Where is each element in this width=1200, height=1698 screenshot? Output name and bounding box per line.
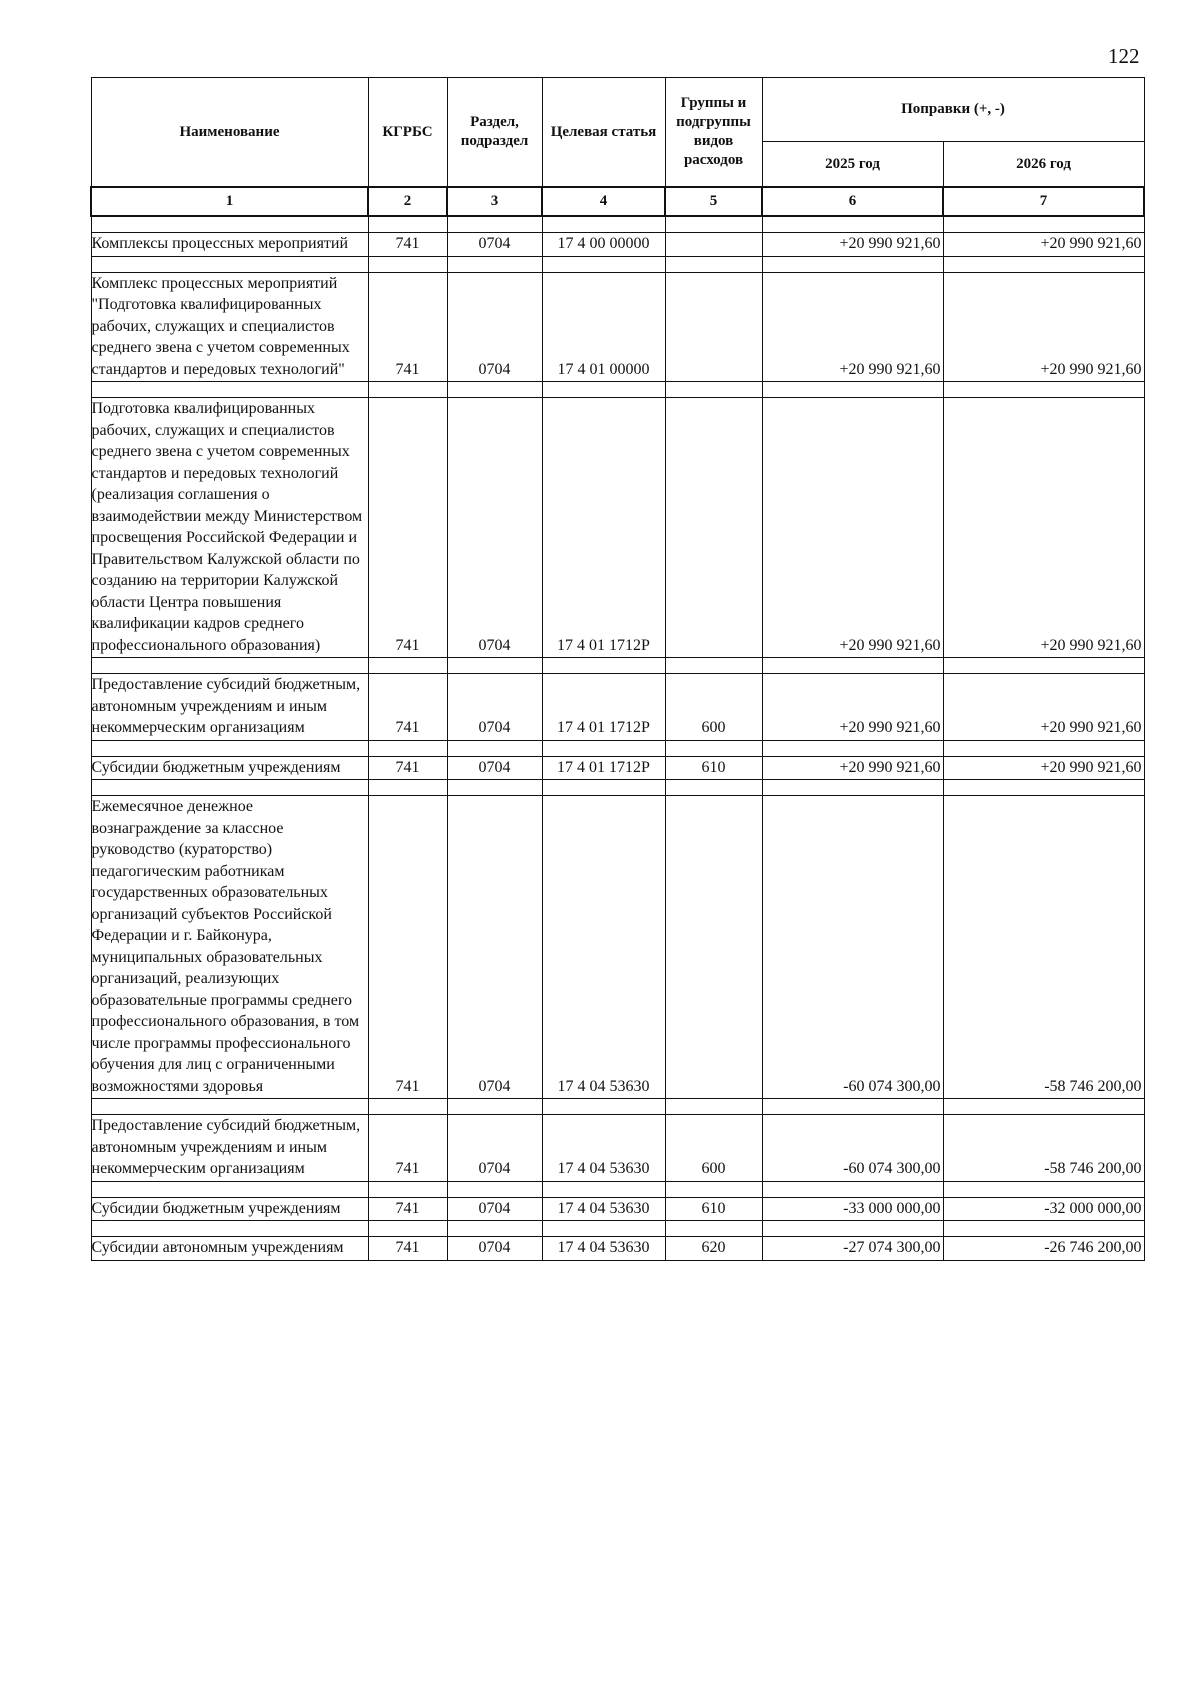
row-spacer xyxy=(91,1221,1144,1237)
row-name: Предоставление субсидий бюджетным, автономным учреждениям и иным некоммерческим организациям xyxy=(91,674,368,741)
row-amount-2025: -60 074 300,00 xyxy=(762,796,943,1099)
row-expense-group xyxy=(665,398,762,658)
spacer-cell xyxy=(943,740,1144,756)
column-number: 7 xyxy=(943,187,1144,216)
spacer-cell xyxy=(447,780,542,796)
row-section: 0704 xyxy=(447,272,542,382)
spacer-cell xyxy=(665,658,762,674)
column-numbers-row xyxy=(91,187,1144,216)
row-kgrbs: 741 xyxy=(368,1115,447,1182)
spacer-cell xyxy=(91,740,368,756)
header-target-article: Целевая статья xyxy=(542,78,665,188)
row-target-article: 17 4 01 1712Р xyxy=(542,398,665,658)
table-row xyxy=(91,796,1144,1099)
row-amount-2026: +20 990 921,60 xyxy=(943,272,1144,382)
spacer-cell xyxy=(368,1099,447,1115)
spacer-cell xyxy=(665,256,762,272)
row-kgrbs: 741 xyxy=(368,1197,447,1221)
row-amount-2025: -60 074 300,00 xyxy=(762,1115,943,1182)
row-target-article: 17 4 04 53630 xyxy=(542,796,665,1099)
page-number: 122 xyxy=(1108,44,1140,68)
spacer-cell xyxy=(542,658,665,674)
spacer-cell xyxy=(762,780,943,796)
column-number: 5 xyxy=(665,187,762,216)
spacer-cell xyxy=(368,256,447,272)
row-spacer xyxy=(91,658,1144,674)
table-row xyxy=(91,272,1144,382)
row-section: 0704 xyxy=(447,1115,542,1182)
column-number: 4 xyxy=(542,187,665,216)
row-kgrbs: 741 xyxy=(368,756,447,780)
row-amount-2025: -27 074 300,00 xyxy=(762,1237,943,1261)
row-amount-2026: +20 990 921,60 xyxy=(943,233,1144,257)
row-kgrbs: 741 xyxy=(368,233,447,257)
row-amount-2025: +20 990 921,60 xyxy=(762,233,943,257)
row-expense-group: 610 xyxy=(665,756,762,780)
table-row xyxy=(91,1115,1144,1182)
row-kgrbs: 741 xyxy=(368,398,447,658)
row-expense-group xyxy=(665,272,762,382)
row-target-article: 17 4 00 00000 xyxy=(542,233,665,257)
spacer-cell xyxy=(542,1221,665,1237)
spacer-cell xyxy=(542,216,665,233)
row-spacer xyxy=(91,780,1144,796)
row-section: 0704 xyxy=(447,1237,542,1261)
spacer-cell xyxy=(447,1221,542,1237)
spacer-cell xyxy=(762,1221,943,1237)
row-amount-2026: -26 746 200,00 xyxy=(943,1237,1144,1261)
row-name: Субсидии бюджетным учреждениям xyxy=(91,756,368,780)
spacer-cell xyxy=(762,256,943,272)
row-section: 0704 xyxy=(447,796,542,1099)
row-spacer xyxy=(91,216,1144,233)
row-amount-2025: -33 000 000,00 xyxy=(762,1197,943,1221)
row-name: Предоставление субсидий бюджетным, автономным учреждениям и иным некоммерческим организациям xyxy=(91,1115,368,1182)
spacer-cell xyxy=(91,658,368,674)
row-name: Комплексы процессных мероприятий xyxy=(91,233,368,257)
row-amount-2026: +20 990 921,60 xyxy=(943,674,1144,741)
spacer-cell xyxy=(91,1221,368,1237)
spacer-cell xyxy=(762,740,943,756)
spacer-cell xyxy=(665,740,762,756)
row-amount-2026: -58 746 200,00 xyxy=(943,796,1144,1099)
row-name: Субсидии автономным учреждениям xyxy=(91,1237,368,1261)
spacer-cell xyxy=(542,740,665,756)
row-target-article: 17 4 01 00000 xyxy=(542,272,665,382)
header-year-2026: 2026 год xyxy=(943,142,1144,188)
spacer-cell xyxy=(368,1181,447,1197)
spacer-cell xyxy=(447,382,542,398)
row-spacer xyxy=(91,256,1144,272)
spacer-cell xyxy=(665,1099,762,1115)
row-name: Субсидии бюджетным учреждениям xyxy=(91,1197,368,1221)
header-amendments: Поправки (+, -) xyxy=(762,78,1144,142)
spacer-cell xyxy=(368,740,447,756)
table-row xyxy=(91,1197,1144,1221)
spacer-cell xyxy=(542,256,665,272)
row-target-article: 17 4 04 53630 xyxy=(542,1197,665,1221)
spacer-cell xyxy=(91,1099,368,1115)
spacer-cell xyxy=(447,216,542,233)
spacer-cell xyxy=(943,216,1144,233)
row-spacer xyxy=(91,382,1144,398)
row-expense-group xyxy=(665,233,762,257)
row-target-article: 17 4 01 1712Р xyxy=(542,674,665,741)
spacer-cell xyxy=(762,1181,943,1197)
spacer-cell xyxy=(368,658,447,674)
spacer-cell xyxy=(368,382,447,398)
spacer-cell xyxy=(447,1181,542,1197)
spacer-cell xyxy=(91,780,368,796)
table-row xyxy=(91,1237,1144,1261)
row-kgrbs: 741 xyxy=(368,674,447,741)
row-expense-group xyxy=(665,796,762,1099)
spacer-cell xyxy=(368,216,447,233)
spacer-cell xyxy=(542,1099,665,1115)
row-section: 0704 xyxy=(447,1197,542,1221)
row-section: 0704 xyxy=(447,398,542,658)
spacer-cell xyxy=(368,1221,447,1237)
spacer-cell xyxy=(542,1181,665,1197)
header-section: Раздел, подраздел xyxy=(447,78,542,188)
spacer-cell xyxy=(762,658,943,674)
row-expense-group: 620 xyxy=(665,1237,762,1261)
header-expense-groups: Группы и подгруппы видов расходов xyxy=(665,78,762,188)
row-amount-2025: +20 990 921,60 xyxy=(762,272,943,382)
spacer-cell xyxy=(943,1099,1144,1115)
spacer-cell xyxy=(542,382,665,398)
spacer-cell xyxy=(762,216,943,233)
spacer-cell xyxy=(91,1181,368,1197)
spacer-cell xyxy=(762,1099,943,1115)
spacer-cell xyxy=(762,382,943,398)
row-section: 0704 xyxy=(447,756,542,780)
table-row xyxy=(91,674,1144,741)
table-row xyxy=(91,756,1144,780)
row-amount-2025: +20 990 921,60 xyxy=(762,756,943,780)
row-spacer xyxy=(91,740,1144,756)
table-row xyxy=(91,233,1144,257)
row-kgrbs: 741 xyxy=(368,272,447,382)
spacer-cell xyxy=(943,780,1144,796)
header-year-2025: 2025 год xyxy=(762,142,943,188)
spacer-cell xyxy=(368,780,447,796)
column-number: 1 xyxy=(91,187,368,216)
spacer-cell xyxy=(542,780,665,796)
spacer-cell xyxy=(447,256,542,272)
row-section: 0704 xyxy=(447,674,542,741)
row-amount-2025: +20 990 921,60 xyxy=(762,674,943,741)
spacer-cell xyxy=(943,256,1144,272)
row-spacer xyxy=(91,1099,1144,1115)
row-amount-2026: +20 990 921,60 xyxy=(943,756,1144,780)
column-number: 3 xyxy=(447,187,542,216)
row-target-article: 17 4 04 53630 xyxy=(542,1115,665,1182)
row-amount-2026: +20 990 921,60 xyxy=(943,398,1144,658)
header-name: Наименование xyxy=(91,78,368,188)
header-kgrbs: КГРБС xyxy=(368,78,447,188)
spacer-cell xyxy=(91,382,368,398)
row-expense-group: 610 xyxy=(665,1197,762,1221)
row-expense-group: 600 xyxy=(665,1115,762,1182)
table-header xyxy=(91,78,1144,217)
spacer-cell xyxy=(447,1099,542,1115)
row-spacer xyxy=(91,1181,1144,1197)
row-kgrbs: 741 xyxy=(368,796,447,1099)
spacer-cell xyxy=(943,382,1144,398)
spacer-cell xyxy=(665,382,762,398)
spacer-cell xyxy=(447,740,542,756)
row-name: Комплекс процессных мероприятий "Подготовка квалифицированных рабочих, служащих и специалистов среднего звена с учетом современных стандартов и передовых технологий" xyxy=(91,272,368,382)
spacer-cell xyxy=(665,1181,762,1197)
table-row xyxy=(91,398,1144,658)
table-body xyxy=(91,216,1144,1260)
column-number: 6 xyxy=(762,187,943,216)
spacer-cell xyxy=(665,216,762,233)
spacer-cell xyxy=(943,1181,1144,1197)
row-name: Ежемесячное денежное вознаграждение за классное руководство (кураторство) педагогическим работникам государственных образовательных организаций субъектов Российской Федерации и г. Байконура, муниципальных образовательных организаций, реализующих образовательные программы среднего профессионального образования, в том числе программы профессионального обучения для лиц с ограниченными возможностями здоровья xyxy=(91,796,368,1099)
row-target-article: 17 4 04 53630 xyxy=(542,1237,665,1261)
row-name: Подготовка квалифицированных рабочих, служащих и специалистов среднего звена с учетом современных стандартов и передовых технологий (реализация соглашения о взаимодействии между Министерством просвещения Российской Федерации и Правительством Калужской области по созданию на территории Калужской области Центра повышения квалификации кадров среднего профессионального образования) xyxy=(91,398,368,658)
row-amount-2026: -32 000 000,00 xyxy=(943,1197,1144,1221)
spacer-cell xyxy=(91,256,368,272)
spacer-cell xyxy=(665,1221,762,1237)
row-amount-2025: +20 990 921,60 xyxy=(762,398,943,658)
spacer-cell xyxy=(943,1221,1144,1237)
row-kgrbs: 741 xyxy=(368,1237,447,1261)
spacer-cell xyxy=(665,780,762,796)
spacer-cell xyxy=(91,216,368,233)
row-amount-2026: -58 746 200,00 xyxy=(943,1115,1144,1182)
spacer-cell xyxy=(447,658,542,674)
budget-amendments-table xyxy=(90,77,1145,1261)
row-expense-group: 600 xyxy=(665,674,762,741)
column-number: 2 xyxy=(368,187,447,216)
row-section: 0704 xyxy=(447,233,542,257)
spacer-cell xyxy=(943,658,1144,674)
row-target-article: 17 4 01 1712Р xyxy=(542,756,665,780)
